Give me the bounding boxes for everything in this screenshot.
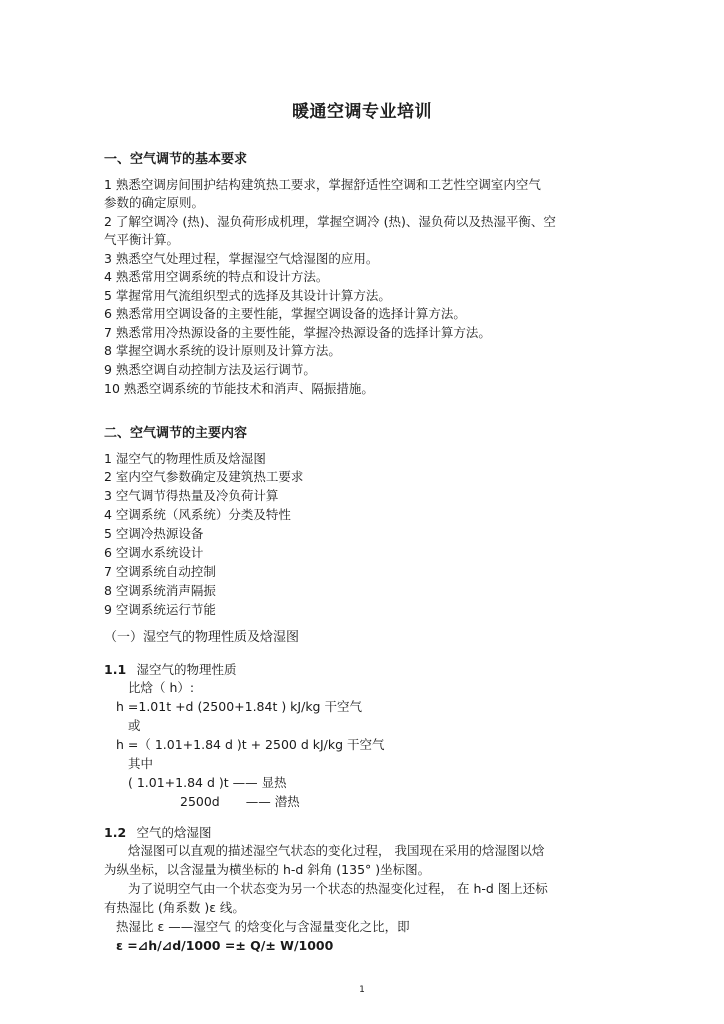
formula-line: h =（ 1.01+1.84 d )t + 2500 d kJ/kg 干空气 <box>116 737 385 752</box>
section1-line: 2 了解空调冷 (热)、湿负荷形成机理，掌握空调冷 (热)、湿负荷以及热湿平衡、空 <box>104 214 556 229</box>
section2-line: 8 空调系统消声隔振 <box>104 583 216 598</box>
section2-line: 5 空调冷热源设备 <box>104 526 204 541</box>
s12-line: 为了说明空气由一个状态变为另一个状态的热湿变化过程， 在 h-d 图上还标 <box>128 881 548 896</box>
section1-line: 10 熟悉空调系统的节能技术和消声、隔振措施。 <box>104 381 374 396</box>
latent-value: 2500d <box>180 794 220 809</box>
formula-line: h =1.01t +d (2500+1.84t ) kJ/kg 干空气 <box>116 699 362 714</box>
section2-heading: 二、空气调节的主要内容 <box>104 426 248 441</box>
section2-line: 2 室内空气参数确定及建筑热工要求 <box>104 469 304 484</box>
section1-line: 8 掌握空调水系统的设计原则及计算方法。 <box>104 343 341 358</box>
s11-title: 湿空气的物理性质 <box>136 662 237 677</box>
section1-line: 气平衡计算。 <box>104 232 180 247</box>
page-title: 暖通空调专业培训 <box>292 102 432 122</box>
section2-line: 3 空气调节得热量及冷负荷计算 <box>104 488 279 503</box>
s11-line: 其中 <box>128 756 154 771</box>
s12-line: 焓湿图可以直观的描述湿空气状态的变化过程， 我国现在采用的焓湿图以焓 <box>128 843 545 858</box>
section1-line: 7 熟悉常用冷热源设备的主要性能，掌握冷热源设备的选择计算方法。 <box>104 325 491 340</box>
s12-title: 空气的焓湿图 <box>136 825 212 840</box>
section1-line: 4 熟悉常用空调系统的特点和设计方法。 <box>104 269 329 284</box>
heat-moisture-ratio-formula: ε =⊿h/⊿d/1000 =± Q/± W/1000 <box>116 938 334 953</box>
latent-heat-line <box>180 793 300 811</box>
section1-line: 3 熟悉空气处理过程，掌握湿空气焓湿图的应用。 <box>104 251 379 266</box>
s11-line: 或 <box>128 718 141 733</box>
s12-line: 热湿比 ε ——湿空气 的焓变化与含湿量变化之比，即 <box>116 919 410 934</box>
section1-heading: 一、空气调节的基本要求 <box>104 152 248 167</box>
section1-line: 6 熟悉常用空调设备的主要性能，掌握空调设备的选择计算方法。 <box>104 306 466 321</box>
s12-line: 有热湿比 (角系数 )ε 线。 <box>104 900 245 915</box>
section1-line: 9 熟悉空调自动控制方法及运行调节。 <box>104 362 316 377</box>
latent-label: —— 潜热 <box>245 794 300 809</box>
section2-line: 6 空调水系统设计 <box>104 545 204 560</box>
s12-line: 为纵坐标，以含湿量为横坐标的 h-d 斜角 (135° )坐标图。 <box>104 862 431 877</box>
s11-number: 1.1 <box>104 662 127 677</box>
sensible-heat-line: ( 1.01+1.84 d )t —— 显热 <box>128 775 287 790</box>
s11-heading <box>104 660 237 678</box>
page-number: 1 <box>359 985 365 995</box>
section2-line: 9 空调系统运行节能 <box>104 602 216 617</box>
section1-line: 1 熟悉空调房间围护结构建筑热工要求，掌握舒适性空调和工艺性空调室内空气 <box>104 177 541 192</box>
section2-line: 1 湿空气的物理性质及焓湿图 <box>104 451 266 466</box>
s12-heading <box>104 823 212 841</box>
section2-line: 4 空调系统（风系统）分类及特性 <box>104 507 291 522</box>
s12-number: 1.2 <box>104 825 127 840</box>
section2-line: 7 空调系统自动控制 <box>104 564 216 579</box>
s11-line: 比焓（ h）: <box>128 680 195 695</box>
subsection-heading: （一）湿空气的物理性质及焓湿图 <box>104 630 300 645</box>
section1-line: 参数的确定原则。 <box>104 195 205 210</box>
section1-line: 5 掌握常用气流组织型式的选择及其设计计算方法。 <box>104 288 391 303</box>
